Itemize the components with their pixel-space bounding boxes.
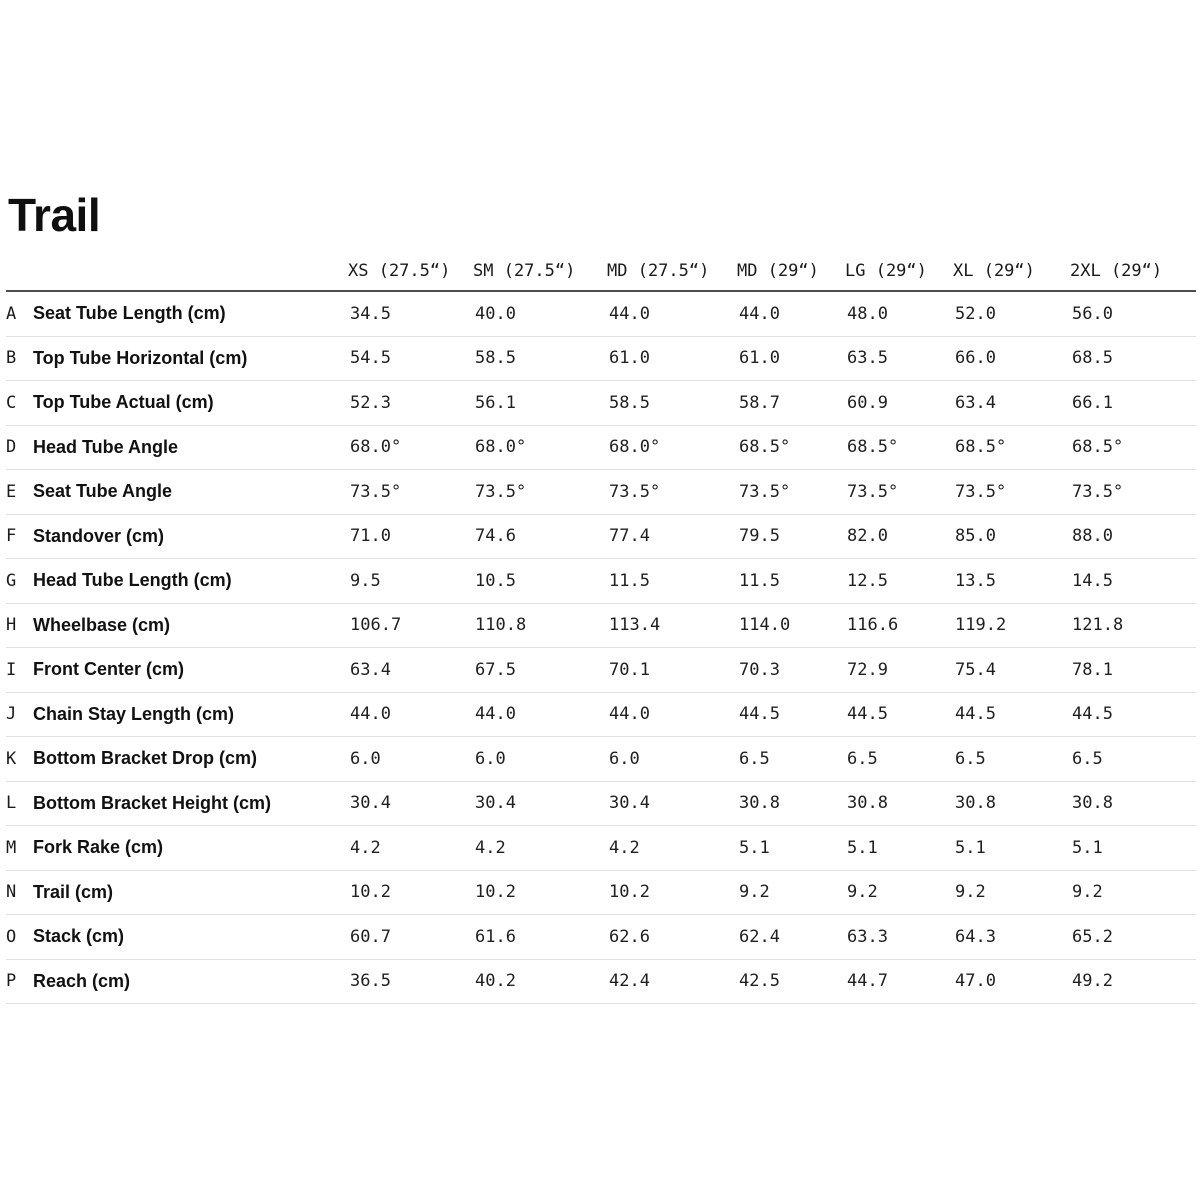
row-value: 68.0° (607, 425, 737, 470)
row-value: 48.0 (845, 291, 953, 336)
row-value: 68.0° (348, 425, 473, 470)
column-header: XS (27.5“) (348, 238, 473, 291)
row-value: 75.4 (953, 648, 1070, 693)
table-row (6, 870, 1196, 915)
row-value: 9.2 (953, 870, 1070, 915)
table-row (6, 603, 1196, 648)
row-letter: I (6, 648, 33, 693)
row-value: 106.7 (348, 603, 473, 648)
row-value: 61.0 (607, 336, 737, 381)
row-value: 64.3 (953, 915, 1070, 960)
row-value: 68.5° (737, 425, 845, 470)
row-value: 60.7 (348, 915, 473, 960)
row-value: 30.8 (737, 781, 845, 826)
table-row (6, 336, 1196, 381)
page-title: Trail (8, 189, 101, 241)
row-value: 70.1 (607, 648, 737, 693)
row-value: 30.4 (348, 781, 473, 826)
row-letter: H (6, 603, 33, 648)
column-header: 2XL (29“) (1070, 238, 1196, 291)
row-value: 6.0 (607, 737, 737, 782)
row-value: 6.5 (1070, 737, 1196, 782)
row-value: 11.5 (607, 559, 737, 604)
row-value: 34.5 (348, 291, 473, 336)
row-value: 54.5 (348, 336, 473, 381)
row-label: Chain Stay Length (cm) (33, 692, 348, 737)
row-label: Seat Tube Angle (33, 470, 348, 515)
row-value: 47.0 (953, 959, 1070, 1004)
row-value: 63.3 (845, 915, 953, 960)
row-value: 6.5 (737, 737, 845, 782)
row-value: 6.5 (953, 737, 1070, 782)
row-value: 56.0 (1070, 291, 1196, 336)
table-row (6, 781, 1196, 826)
row-label: Bottom Bracket Height (cm) (33, 781, 348, 826)
row-value: 60.9 (845, 381, 953, 426)
row-value: 44.5 (953, 692, 1070, 737)
row-value: 9.2 (845, 870, 953, 915)
row-value: 13.5 (953, 559, 1070, 604)
row-value: 73.5° (737, 470, 845, 515)
row-label: Standover (cm) (33, 514, 348, 559)
row-value: 74.6 (473, 514, 607, 559)
table-row (6, 915, 1196, 960)
row-value: 4.2 (607, 826, 737, 871)
row-value: 119.2 (953, 603, 1070, 648)
row-value: 4.2 (473, 826, 607, 871)
row-value: 5.1 (1070, 826, 1196, 871)
row-value: 44.7 (845, 959, 953, 1004)
row-value: 30.4 (473, 781, 607, 826)
row-letter: J (6, 692, 33, 737)
table-row (6, 826, 1196, 871)
row-letter: F (6, 514, 33, 559)
row-value: 30.8 (845, 781, 953, 826)
row-value: 116.6 (845, 603, 953, 648)
row-value: 30.4 (607, 781, 737, 826)
row-label: Head Tube Angle (33, 425, 348, 470)
row-value: 63.4 (348, 648, 473, 693)
row-label: Front Center (cm) (33, 648, 348, 693)
row-label: Top Tube Actual (cm) (33, 381, 348, 426)
row-letter: M (6, 826, 33, 871)
row-value: 78.1 (1070, 648, 1196, 693)
row-value: 68.5° (1070, 425, 1196, 470)
row-value: 110.8 (473, 603, 607, 648)
row-value: 71.0 (348, 514, 473, 559)
row-value: 44.0 (348, 692, 473, 737)
row-value: 82.0 (845, 514, 953, 559)
row-value: 44.5 (737, 692, 845, 737)
header-spacer-label (33, 238, 348, 291)
row-value: 121.8 (1070, 603, 1196, 648)
row-value: 11.5 (737, 559, 845, 604)
row-label: Bottom Bracket Drop (cm) (33, 737, 348, 782)
row-value: 36.5 (348, 959, 473, 1004)
header-spacer-letter (6, 238, 33, 291)
row-value: 73.5° (1070, 470, 1196, 515)
row-value: 77.4 (607, 514, 737, 559)
table-row (6, 425, 1196, 470)
row-value: 12.5 (845, 559, 953, 604)
row-letter: A (6, 291, 33, 336)
row-value: 9.2 (1070, 870, 1196, 915)
row-value: 73.5° (473, 470, 607, 515)
row-value: 6.0 (473, 737, 607, 782)
row-letter: G (6, 559, 33, 604)
row-value: 44.0 (607, 692, 737, 737)
row-value: 52.3 (348, 381, 473, 426)
table-row (6, 559, 1196, 604)
table-row (6, 470, 1196, 515)
row-value: 4.2 (348, 826, 473, 871)
row-value: 9.2 (737, 870, 845, 915)
row-value: 68.5° (953, 425, 1070, 470)
row-value: 62.4 (737, 915, 845, 960)
row-value: 61.6 (473, 915, 607, 960)
row-value: 49.2 (1070, 959, 1196, 1004)
row-value: 44.0 (737, 291, 845, 336)
row-value: 62.6 (607, 915, 737, 960)
row-value: 63.4 (953, 381, 1070, 426)
row-value: 73.5° (845, 470, 953, 515)
row-value: 30.8 (1070, 781, 1196, 826)
row-value: 44.0 (473, 692, 607, 737)
row-value: 66.1 (1070, 381, 1196, 426)
table-row (6, 737, 1196, 782)
row-value: 68.0° (473, 425, 607, 470)
column-header: LG (29“) (845, 238, 953, 291)
row-value: 5.1 (953, 826, 1070, 871)
row-value: 44.0 (607, 291, 737, 336)
row-letter: K (6, 737, 33, 782)
row-letter: N (6, 870, 33, 915)
row-letter: L (6, 781, 33, 826)
row-value: 30.8 (953, 781, 1070, 826)
row-value: 9.5 (348, 559, 473, 604)
row-value: 65.2 (1070, 915, 1196, 960)
row-label: Trail (cm) (33, 870, 348, 915)
table-row (6, 291, 1196, 336)
row-value: 10.2 (607, 870, 737, 915)
row-value: 63.5 (845, 336, 953, 381)
row-value: 73.5° (953, 470, 1070, 515)
table-row (6, 648, 1196, 693)
column-header: MD (27.5“) (607, 238, 737, 291)
row-value: 10.2 (473, 870, 607, 915)
row-label: Head Tube Length (cm) (33, 559, 348, 604)
row-label: Reach (cm) (33, 959, 348, 1004)
row-value: 73.5° (607, 470, 737, 515)
row-value: 79.5 (737, 514, 845, 559)
row-value: 73.5° (348, 470, 473, 515)
row-value: 72.9 (845, 648, 953, 693)
table-row (6, 959, 1196, 1004)
row-value: 114.0 (737, 603, 845, 648)
row-value: 66.0 (953, 336, 1070, 381)
row-label: Stack (cm) (33, 915, 348, 960)
row-value: 52.0 (953, 291, 1070, 336)
row-value: 58.7 (737, 381, 845, 426)
row-value: 67.5 (473, 648, 607, 693)
row-value: 68.5° (845, 425, 953, 470)
row-value: 113.4 (607, 603, 737, 648)
row-letter: E (6, 470, 33, 515)
row-value: 85.0 (953, 514, 1070, 559)
row-label: Wheelbase (cm) (33, 603, 348, 648)
row-letter: O (6, 915, 33, 960)
table-header-row (6, 238, 1196, 291)
row-label: Top Tube Horizontal (cm) (33, 336, 348, 381)
row-label: Fork Rake (cm) (33, 826, 348, 871)
row-letter: B (6, 336, 33, 381)
column-header: MD (29“) (737, 238, 845, 291)
row-value: 70.3 (737, 648, 845, 693)
row-value: 44.5 (1070, 692, 1196, 737)
row-value: 42.4 (607, 959, 737, 1004)
row-value: 10.2 (348, 870, 473, 915)
row-value: 10.5 (473, 559, 607, 604)
table-row (6, 692, 1196, 737)
row-value: 5.1 (845, 826, 953, 871)
row-value: 6.5 (845, 737, 953, 782)
column-header: SM (27.5“) (473, 238, 607, 291)
row-value: 6.0 (348, 737, 473, 782)
row-value: 14.5 (1070, 559, 1196, 604)
row-label: Seat Tube Length (cm) (33, 291, 348, 336)
row-letter: C (6, 381, 33, 426)
table-row (6, 514, 1196, 559)
row-value: 42.5 (737, 959, 845, 1004)
row-value: 88.0 (1070, 514, 1196, 559)
row-value: 61.0 (737, 336, 845, 381)
row-value: 5.1 (737, 826, 845, 871)
row-value: 58.5 (607, 381, 737, 426)
row-value: 40.0 (473, 291, 607, 336)
row-value: 56.1 (473, 381, 607, 426)
column-header: XL (29“) (953, 238, 1070, 291)
row-letter: D (6, 425, 33, 470)
geometry-table (6, 238, 1196, 1004)
row-value: 40.2 (473, 959, 607, 1004)
row-value: 58.5 (473, 336, 607, 381)
row-letter: P (6, 959, 33, 1004)
table-row (6, 381, 1196, 426)
row-value: 68.5 (1070, 336, 1196, 381)
row-value: 44.5 (845, 692, 953, 737)
